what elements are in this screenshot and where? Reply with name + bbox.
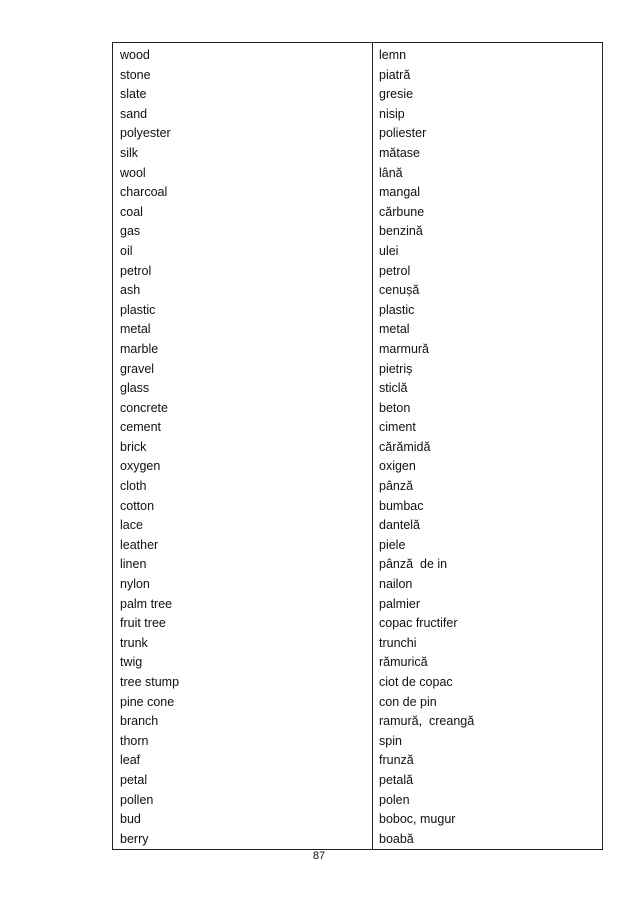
romanian-term: oxigen [379, 459, 416, 474]
english-term: ash [120, 283, 141, 298]
romanian-term: polen [379, 792, 410, 807]
romanian-term: poliester [379, 126, 427, 141]
romanian-term: dantelă [379, 518, 421, 533]
english-term: cotton [120, 498, 155, 513]
english-term: brick [120, 439, 147, 454]
english-term: tree stump [120, 675, 180, 689]
romanian-term: spin [379, 733, 402, 748]
romanian-term: nisip [379, 106, 405, 121]
romanian-term: cărămidă [379, 439, 431, 454]
english-term: gas [120, 224, 141, 239]
english-term: thorn [120, 733, 149, 748]
english-term: leaf [120, 753, 141, 768]
english-term: polyester [120, 126, 171, 141]
romanian-term: beton [379, 400, 411, 415]
romanian-term: metal [379, 322, 410, 337]
romanian-term: ulei [379, 243, 399, 258]
romanian-term: palmier [379, 596, 420, 611]
english-term: oil [120, 243, 133, 258]
romanian-term: ramură, creangă [379, 714, 475, 729]
english-term: pollen [120, 792, 154, 807]
romanian-column [379, 46, 474, 849]
english-term: concrete [120, 400, 168, 415]
romanian-term: copac fructifer [379, 616, 458, 631]
english-term: leather [120, 537, 159, 552]
romanian-term: petrol [379, 263, 411, 278]
romanian-term: frunză [379, 753, 414, 768]
romanian-term: petală [379, 772, 414, 787]
english-term: twig [120, 655, 143, 670]
romanian-term: mătase [379, 145, 420, 160]
english-term: metal [120, 322, 151, 337]
english-term: trunk [120, 635, 148, 650]
english-term: wood [120, 48, 150, 62]
romanian-term: sticlă [379, 381, 408, 396]
romanian-term: pânză de in [379, 557, 448, 572]
romanian-term: boabă [379, 831, 414, 846]
english-term: glass [120, 381, 150, 396]
english-term: linen [120, 557, 147, 572]
english-column [120, 46, 179, 849]
english-term: berry [120, 831, 149, 846]
english-term: sand [120, 106, 148, 121]
romanian-term: ciot de copac [379, 675, 453, 689]
english-term: silk [120, 145, 139, 160]
english-term: gravel [120, 361, 155, 376]
romanian-term: gresie [379, 87, 414, 102]
english-term: fruit tree [120, 616, 166, 631]
english-term: nylon [120, 577, 150, 592]
english-term: branch [120, 714, 159, 729]
romanian-term: piele [379, 537, 406, 552]
romanian-term: plastic [379, 302, 415, 317]
romanian-term: bumbac [379, 498, 424, 513]
english-term: charcoal [120, 185, 168, 200]
english-term: coal [120, 204, 143, 219]
english-term: pine cone [120, 694, 175, 709]
romanian-term: cenușă [379, 283, 420, 298]
english-term: stone [120, 67, 151, 82]
romanian-term: trunchi [379, 635, 417, 650]
romanian-term: mangal [379, 185, 420, 200]
romanian-term: rămurică [379, 655, 428, 670]
romanian-term: pânză [379, 479, 414, 494]
romanian-term: lemn [379, 48, 407, 62]
english-term: palm tree [120, 596, 173, 611]
romanian-term: lână [379, 165, 403, 180]
english-term: slate [120, 87, 147, 102]
english-term: oxygen [120, 459, 161, 474]
english-term: wool [120, 165, 146, 180]
column-divider [372, 43, 373, 849]
english-term: bud [120, 812, 141, 827]
romanian-term: con de pin [379, 694, 437, 709]
page-number: 87 [312, 850, 326, 862]
english-term: marble [120, 341, 159, 356]
english-term: lace [120, 518, 143, 533]
english-term: cloth [120, 479, 147, 494]
romanian-term: benzină [379, 224, 423, 239]
english-term: petrol [120, 263, 152, 278]
romanian-term: piatră [379, 67, 411, 82]
romanian-term: marmură [379, 341, 430, 356]
romanian-term: boboc, mugur [379, 812, 456, 827]
english-term: petal [120, 772, 148, 787]
english-term: cement [120, 420, 161, 435]
romanian-term: pietriș [379, 361, 413, 376]
romanian-term: ciment [379, 420, 416, 435]
english-term: plastic [120, 302, 156, 317]
vocabulary-table [112, 42, 603, 850]
romanian-term: nailon [379, 577, 413, 592]
romanian-term: cărbune [379, 204, 425, 219]
